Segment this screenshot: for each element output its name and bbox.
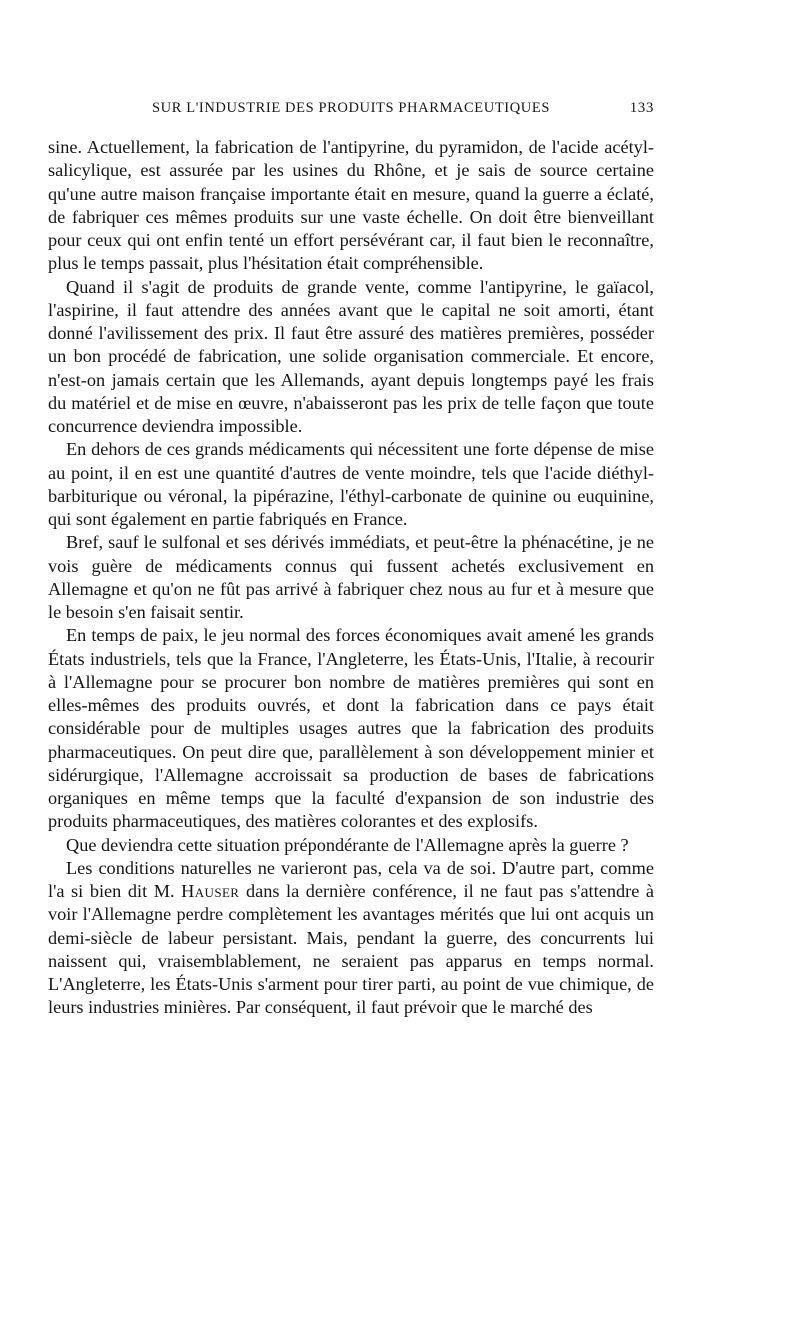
paragraph: Quand il s'agit de produits de grande vente, comme l'antipyrine, le gaïacol, l'aspirine, il faut attendre des années avant que le capital ne soit amorti, étant donné l'avilissement des prix. Il faut être assuré des matières premières, posséder un bon procédé de fabrication, une solide organisation commerciale. Et encore, n'est-on jamais certain que les Allemands, ayant depuis longtemps payé les frais du matériel et de mise en œuvre, n'abaisseront pas les prix de telle façon que toute concurrence deviendra impossible. (48, 276, 654, 436)
author-name: Hauser (181, 881, 240, 901)
paragraph: En temps de paix, le jeu normal des forces économiques avait amené les grands États industriels, tels que la France, l'Angleterre, les États-Unis, l'Italie, à recourir à l'Allemagne pour se procurer bon nombre de matières premières qui sont en elles-mêmes des produits ouvrés, et dont la fabrication dans ce pays était considérable pour de multiples usages autres que la fabrication des produits pharmaceutiques. On peut dire que, parallèlement à son développement minier et sidérurgique, l'Allemagne accroissait sa production de bases de fabrications organiques en même temps que la faculté d'expansion de son industrie des produits pharmaceutiques, des matières colorantes et des explosifs. (48, 625, 654, 832)
running-head: SUR L'INDUSTRIE DES PRODUITS PHARMACEUTIQUES (152, 100, 550, 116)
paragraph: sine. Actuellement, la fabrication de l'antipyrine, du pyramidon, de l'acide acétyl-salicylique, est assurée par les usines du Rhône, et je sais de source certaine qu'une autre maison française importante était en mesure, quand la guerre a éclaté, de fabriquer ces mêmes produits sur une vaste échelle. On doit être bienveillant pour ceux qui ont enfin tenté un effort persévérant car, il faut bien le reconnaître, plus le temps passait, plus l'hésitation était compréhensible. (48, 137, 654, 274)
page-number: 133 (629, 100, 654, 116)
body-text (48, 136, 654, 1020)
paragraph-text: Les conditions naturelles ne varieront pas, cela va de soi. D'autre part, comme l'a si bien dit M. (48, 857, 654, 901)
paragraph (48, 857, 654, 1020)
paragraph: Que deviendra cette situation prépondérante de l'Allemagne après la guerre ? (66, 834, 629, 855)
page-header (48, 100, 654, 122)
paragraph: Bref, sauf le sulfonal et ses dérivés immédiats, et peut-être la phénacétine, je ne vois guère de médicaments connus qui fussent achetés exclusivement en Allemagne et qu'on ne fût pas arrivé à fabriquer chez nous au fur et à mesure que le besoin s'en faisait sentir. (48, 532, 654, 622)
paragraph-text: dans la dernière conférence, il ne faut pas s'attendre à voir l'Allemagne perdre complètement les avantages mérités que lui ont acquis un demi-siècle de labeur persistant. Mais, pendant la guerre, des concurrents lui naissent qui, vraisemblablement, ne seraient pas apparus en temps normal. L'Angleterre, les États-Unis s'arment pour tirer parti, au point de vue chimique, de leurs industries minières. Par conséquent, il faut prévoir que le marché des (48, 881, 654, 1018)
paragraph: En dehors de ces grands médicaments qui nécessitent une forte dépense de mise au point, il en est une quantité d'autres de vente moindre, tels que l'acide diéthyl-barbiturique ou véronal, la pipérazine, l'éthyl-carbonate de quinine ou euquinine, qui sont également en partie fabriqués en France. (48, 439, 654, 529)
